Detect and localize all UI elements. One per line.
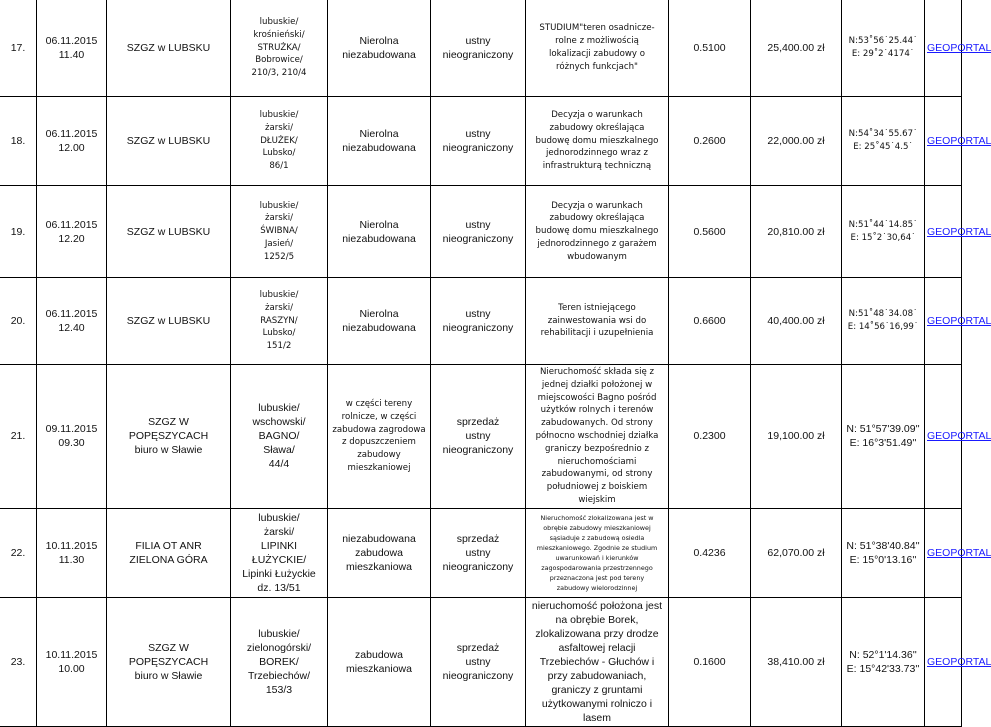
auction-date: 10.11.2015 11.30 <box>45 539 98 566</box>
table-row <box>0 0 962 97</box>
property-type: niezabudowana zabudowa mieszkaniowa <box>342 532 416 573</box>
coordinates: N: 51°38'40.84'' E: 15°0'13.16'' <box>846 539 920 566</box>
location: lubuskie/ zielonogórski/ BOREK/ Trzebiechów/ 153/3 <box>246 627 312 696</box>
table-row <box>0 508 962 597</box>
row-number: 21. <box>0 365 37 509</box>
description: STUDIUM"teren osadnicze- rolne z możliwością lokalizacji zabudowy o różnych funkcjach" <box>539 23 655 72</box>
geoportal-link[interactable]: GEOPORTAL <box>927 42 991 54</box>
coordinates: N:51˚44˙14.85˙ E: 15˚2˙30,64˙ <box>848 219 918 243</box>
table-row <box>0 597 962 726</box>
geoportal-link[interactable]: GEOPORTAL <box>927 135 991 147</box>
property-type: Nierolna niezabudowana <box>342 128 416 154</box>
coordinates: N:54˚34˙55.67˙ E: 25˚45˙4.5˙ <box>848 129 918 152</box>
coordinates: N:53˚56˙25.44˙ E: 29˚2˙4174˙ <box>848 36 918 59</box>
description: nieruchomość położona jest na obrębie Borek, zlokalizowana przy drodze asfaltowej relacji Trzebiechów - Głuchów i przy zabudowaniach, graniczy z gruntami użytkowanymi rolniczo i lasem <box>531 599 663 724</box>
organizer: SZGZ w LUBSKU <box>126 315 211 327</box>
area: 0.2300 <box>669 365 751 509</box>
property-type: Nierolna niezabudowana <box>342 218 416 245</box>
auction-mode: sprzedaż ustny nieograniczony <box>442 641 514 682</box>
auction-date: 10.11.2015 10.00 <box>45 648 98 675</box>
table-row <box>0 97 962 186</box>
area: 0.6600 <box>669 278 751 365</box>
auction-date: 06.11.2015 12.00 <box>45 128 98 154</box>
organizer: SZGZ w LUBSKU <box>126 135 211 147</box>
area: 0.5600 <box>669 186 751 278</box>
auction-mode: ustny nieograniczony <box>442 308 514 334</box>
price: 40,400.00 zł <box>751 278 842 365</box>
organizer: SZGZ w LUBSKU <box>126 225 211 238</box>
area: 0.1600 <box>669 597 751 726</box>
description: Nieruchomość składa się z jednej działki położonej w miejscowości Bagno pośród użytków rolnych i terenów zabudowanych. Od strony północno wschodniej działka graniczy bezpośrednio z nieruchomościami zabudowanymi, od strony południowej z boiskiem wiejskim <box>535 367 659 505</box>
table-row <box>0 278 962 365</box>
row-number: 22. <box>0 508 37 597</box>
price: 19,100.00 zł <box>751 365 842 509</box>
property-type: zabudowa mieszkaniowa <box>346 648 412 675</box>
price: 20,810.00 zł <box>751 186 842 278</box>
area: 0.5100 <box>669 0 751 97</box>
auction-date: 09.11.2015 09.30 <box>45 423 98 450</box>
price: 25,400.00 zł <box>751 0 842 97</box>
description: Decyzja o warunkach zabudowy określająca budowę domu mieszkalnego jednorodzinnego z garażem wbudowanym <box>535 200 659 262</box>
location: lubuskie/ wschowski/ BAGNO/ Sława/ 44/4 <box>252 402 306 471</box>
area: 0.2600 <box>669 97 751 186</box>
area: 0.4236 <box>669 508 751 597</box>
coordinates: N:51˚48˙34.08˙ E: 14˚56˙16,99˙ <box>847 309 919 332</box>
location: lubuskie/ żarski/ DŁUŻEK/ Lubsko/ 86/1 <box>259 110 299 172</box>
row-number: 23. <box>0 597 37 726</box>
description: Decyzja o warunkach zabudowy określająca budowę domu mieszkalnego jednorodzinnego wraz z infrastrukturą techniczną <box>535 110 659 172</box>
geoportal-link[interactable]: GEOPORTAL <box>927 655 991 668</box>
geoportal-link[interactable]: GEOPORTAL <box>927 225 991 238</box>
location: lubuskie/ żarski/ ŚWIBNA/ Jasień/ 1252/5 <box>259 200 299 262</box>
price: 62,070.00 zł <box>751 508 842 597</box>
organizer: SZGZ W POPĘSZYCACH biuro w Sławie <box>128 416 209 457</box>
location: lubuskie/ krośnieński/ STRUŻKA/ Bobrowice/ 210/3, 210/4 <box>251 17 307 79</box>
auction-mode: ustny nieograniczony <box>442 218 514 245</box>
organizer: SZGZ w LUBSKU <box>126 42 211 54</box>
auction-date: 06.11.2015 12.40 <box>45 308 98 334</box>
description: Nieruchomość zlokalizowana jest w obrębie zabudowy mieszkaniowej sąsiaduje z zabudową osiedla mieszkaniowego. Zgodnie ze studium uwarunkowań i kierunków zagospodarowania przestrzennego przeznaczona jest pod tereny zabudowy wielorodzinnej <box>536 513 658 592</box>
property-type: Nierolna niezabudowana <box>342 308 416 334</box>
geoportal-link[interactable]: GEOPORTAL <box>927 430 991 443</box>
geoportal-link[interactable]: GEOPORTAL <box>927 546 991 559</box>
auction-date: 06.11.2015 12.20 <box>45 218 98 245</box>
description: Teren istniejącego zainwestowania wsi do rehabilitacji i uzupełnienia <box>540 302 654 339</box>
auction-mode: ustny nieograniczony <box>442 35 514 61</box>
price: 22,000.00 zł <box>751 97 842 186</box>
property-type: w części tereny rolnicze, w części zabudowa zagrodowa z dopuszczeniem zabudowy mieszkaniowej <box>332 398 426 473</box>
price: 38,410.00 zł <box>751 597 842 726</box>
geoportal-link[interactable]: GEOPORTAL <box>927 315 991 327</box>
location: lubuskie/ żarski/ RASZYN/ Lubsko/ 151/2 <box>259 290 299 352</box>
organizer: SZGZ W POPĘSZYCACH biuro w Sławie <box>128 641 209 682</box>
auction-mode: ustny nieograniczony <box>442 128 514 154</box>
coordinates: N: 52°1'14.36'' E: 15°42'33.73'' <box>846 648 920 675</box>
organizer: FILIA OT ANR ZIELONA GÓRA <box>129 539 208 566</box>
table-row <box>0 186 962 278</box>
auction-mode: sprzedaż ustny nieograniczony <box>442 416 514 457</box>
row-number: 19. <box>0 186 37 278</box>
location: lubuskie/ żarski/ LIPINKI ŁUŻYCKIE/ Lipinki Łużyckie dz. 13/51 <box>242 511 316 594</box>
row-number: 18. <box>0 97 37 186</box>
table-row <box>0 365 962 509</box>
row-number: 17. <box>0 0 37 97</box>
coordinates: N: 51°57'39.09'' E: 16°3'51.49'' <box>846 423 920 450</box>
auction-date: 06.11.2015 11.40 <box>45 35 98 61</box>
auction-mode: sprzedaż ustny nieograniczony <box>442 532 514 573</box>
property-type: Nierolna niezabudowana <box>342 35 416 61</box>
row-number: 20. <box>0 278 37 365</box>
